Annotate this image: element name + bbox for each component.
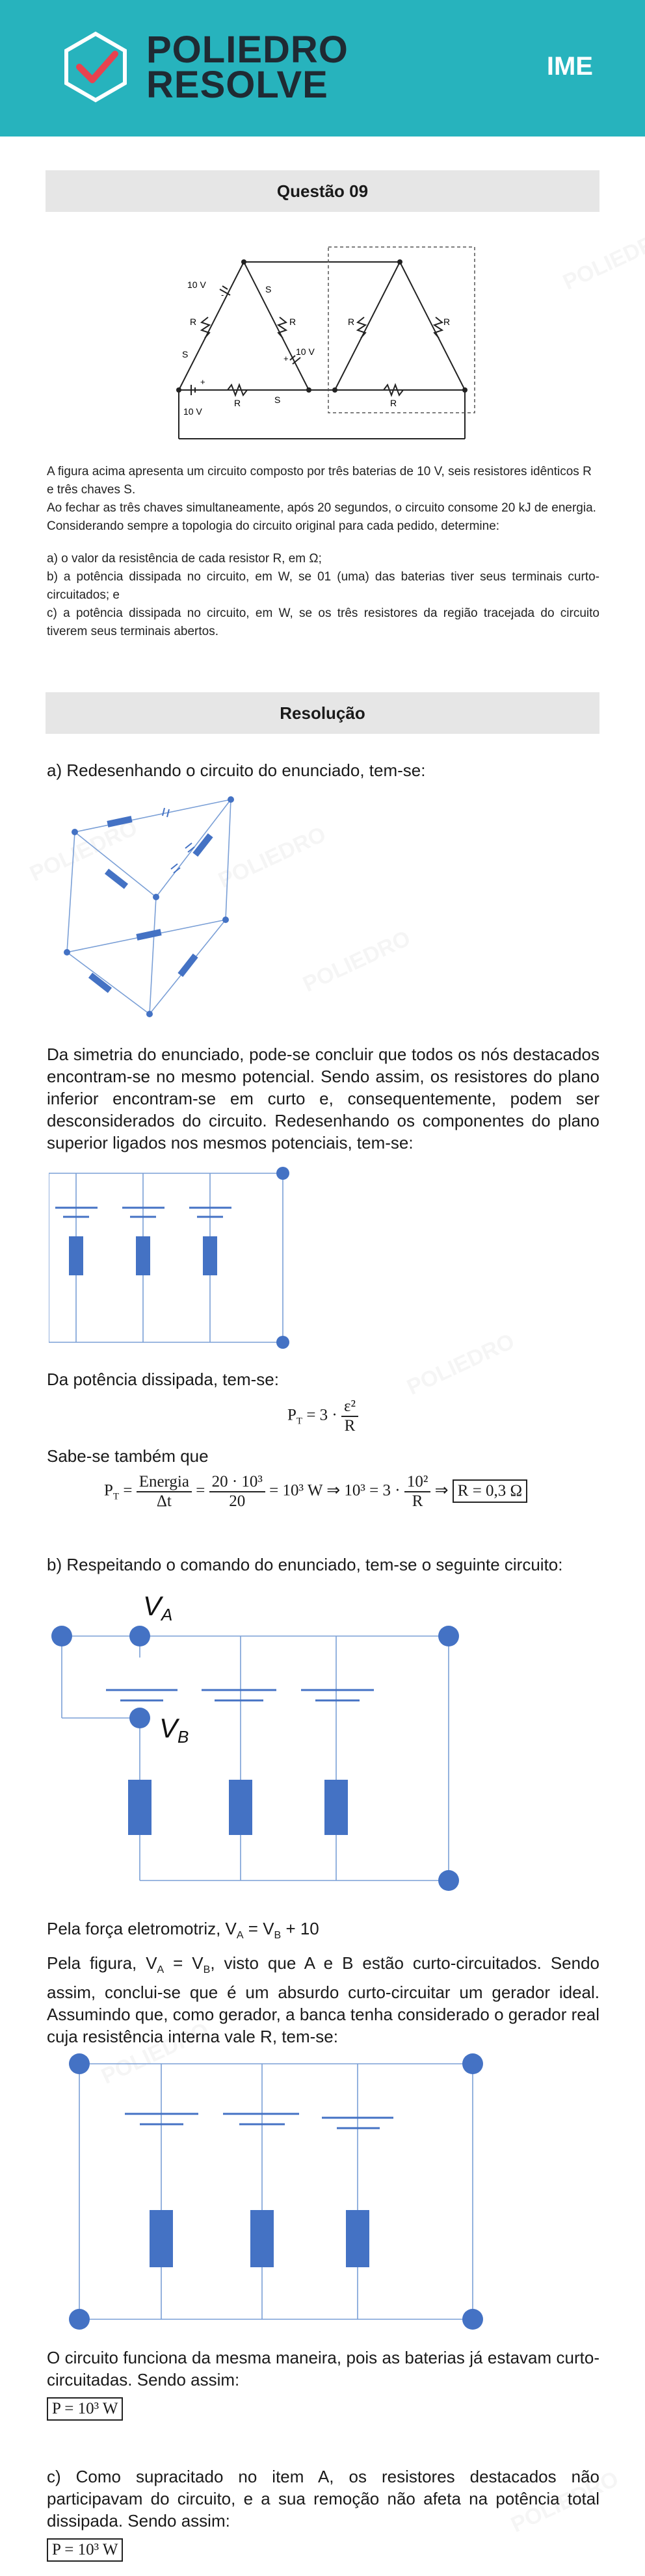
label-va: VA	[143, 1591, 173, 1624]
watermark	[559, 224, 645, 295]
question-item-c: c) a potência dissipada no circuito, em W, se os três resistores da região tracejada do circuito tiverem seus terminais abertos.	[47, 606, 599, 638]
resistor-label: R	[348, 317, 355, 327]
question-line: Ao fechar as três chaves simultaneamente, após 20 segundos, o circuito consome 20 kJ de energia.	[47, 501, 596, 515]
result-box-a: R = 0,3 Ω	[453, 1479, 527, 1503]
question-item-b: b) a potência dissipada no circuito, em W, se 01 (uma) das baterias tiver seus terminais curto-circuitados; e	[47, 570, 599, 602]
resistor-label: R	[190, 317, 197, 327]
prism-circuit-figure	[55, 790, 283, 1024]
battery-label: 10 V	[183, 406, 202, 417]
resistor-label: R	[390, 398, 397, 408]
battery-label: 10 V	[187, 280, 206, 290]
resolution-b-intro: b) Respeitando o comando do enunciado, tem-se o seguinte circuito:	[47, 1555, 563, 1574]
parallel-circuit-figure-a	[49, 1164, 296, 1355]
resolution-c-text: c) Como supracitado no item A, os resistores destacados não participavam do circuito, e a sua remoção não afeta na potência total dissipada. Sendo assim:	[47, 2467, 599, 2530]
resistor-label: R	[289, 317, 296, 327]
resolution-a-also: Sabe-se também que	[47, 1446, 209, 1466]
resolution-b-conclusion: O circuito funciona da mesma maneira, pois as baterias já estavam curto-circuitadas. Sendo assim:	[47, 2348, 599, 2389]
resolution-a-power: Da potência dissipada, tem-se:	[47, 1370, 279, 1389]
question-intro: A figura acima apresenta um circuito composto por três baterias de 10 V, seis resistores idênticos R e três chaves S.	[47, 465, 592, 497]
resolution-b-figure-text: Pela figura, $V_A = V_B$, visto que A e B estão curto-circuitados. Sendo assim, conclui-se que é um absurdo curto-circuitar um gerador ideal. Assumindo que, como gerador, a banca tenha considerado o gerador real cuja resistência interna vale R, tem-se:	[47, 1953, 600, 2047]
formula-result-b	[47, 2397, 123, 2421]
resolution-a-intro: a) Redesenhando o circuito do enunciado, tem-se:	[47, 761, 426, 780]
resistor-label: R	[443, 317, 451, 327]
poliedro-logo-icon	[60, 31, 131, 103]
polarity-label: +	[200, 377, 205, 387]
question-title: Questão 09	[46, 170, 599, 212]
exam-tag: IME	[546, 52, 593, 81]
resolution-a-symmetry: Da simetria do enunciado, pode-se concluir que todos os nós destacados encontram-se no mesmo potencial. Sendo assim, os resistores do plano inferior encontram-se em curto e, consequentemente, podem ser desconsiderados do circuito. Redesenhando os componentes do plano superior ligados nos mesmos potenciais, tem-se:	[47, 1045, 599, 1152]
question-line: Considerando sempre a topologia do circuito original para cada pedido, determine:	[47, 519, 500, 533]
resolution-b-emf: Pela força eletromotriz, $V_A = V_B + 10$	[47, 1919, 319, 1942]
formula-power: $P_T = 3$ · $\frac{\text{ε²}}{R}$	[287, 1398, 358, 1435]
resolution-title: Resolução	[46, 692, 599, 734]
result-box-c: P = 10³ W	[47, 2538, 123, 2562]
circuit-figure-b-real-generator	[65, 2048, 494, 2334]
switch-label: S	[182, 349, 189, 359]
battery-label: 10 V	[296, 346, 315, 357]
switch-label: S	[265, 284, 272, 294]
formula-resistance: $P_T$ = $\frac{\text{Energia}}{\Delta t}$ = $\frac{\text{20 · 10³}}{20}$ = 10³ W ⇒ 10³ = 3 · $\frac{\text{10²}}{R}$ ⇒ R = 0,3 Ω	[104, 1473, 527, 1511]
brand-name: POLIEDRO RESOLVE	[146, 29, 349, 106]
question-item-a: a) o valor da resistência de cada resistor R, em Ω;	[47, 552, 322, 566]
label-vb: VB	[159, 1713, 189, 1747]
watermark	[299, 926, 414, 997]
result-box-b: P = 10³ W	[47, 2397, 123, 2421]
page-header	[0, 0, 645, 137]
formula-result-c	[47, 2538, 123, 2562]
question-text	[47, 463, 599, 641]
polarity-label: -	[221, 290, 224, 300]
resistor-label: R	[234, 398, 241, 408]
polarity-label: +	[283, 354, 289, 363]
question-circuit-figure	[163, 241, 488, 449]
switch-label: S	[274, 395, 281, 405]
circuit-figure-b-shorted	[49, 1586, 478, 1905]
